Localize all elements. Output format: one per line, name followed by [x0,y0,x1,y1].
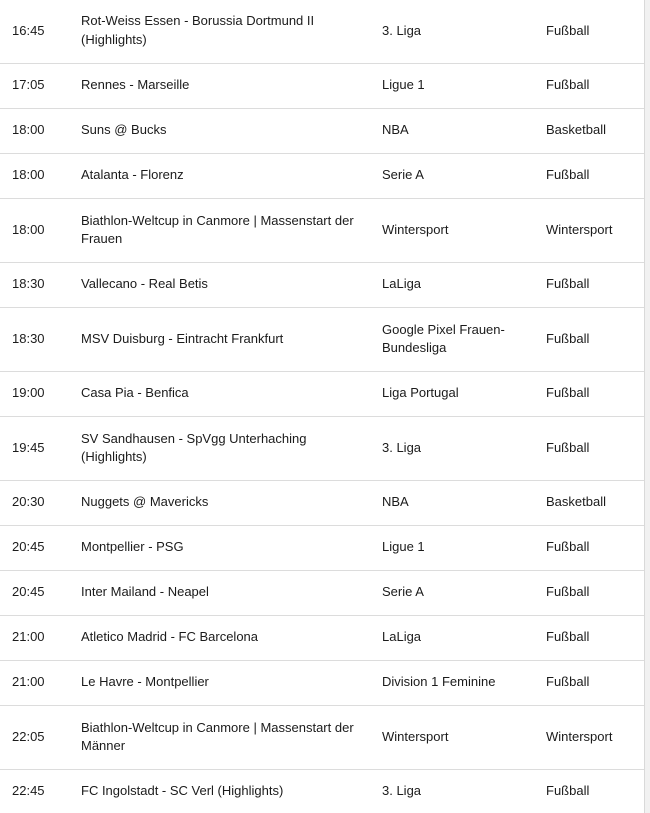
row-time: 17:05 [12,77,45,93]
schedule-row[interactable] [0,705,645,769]
row-time: 18:30 [12,276,45,292]
row-time: 20:45 [12,584,45,600]
row-sport: Basketball [546,122,606,138]
row-league: Google Pixel Frauen-Bundesliga [382,321,505,355]
row-event[interactable]: Vallecano - Real Betis [81,276,208,292]
schedule-row[interactable] [0,371,645,416]
row-time: 19:45 [12,439,45,455]
row-league: 3. Liga [382,439,422,455]
row-event[interactable]: SV Sandhausen - SpVgg Unterhaching (Highlights) [81,430,307,464]
schedule-row[interactable] [0,525,645,570]
row-league: NBA [382,122,409,138]
schedule-row[interactable] [0,660,645,705]
row-sport: Fußball [546,783,590,799]
row-sport: Fußball [546,439,590,455]
row-sport: Fußball [546,276,590,292]
row-event[interactable]: Biathlon-Weltcup in Canmore | Massenstart der Männer [81,719,354,753]
row-league: Wintersport [382,221,449,237]
row-sport: Fußball [546,629,590,645]
schedule-row[interactable] [0,198,645,262]
row-time: 18:00 [12,221,45,237]
row-league: Ligue 1 [382,77,425,93]
row-event[interactable]: Rot-Weiss Essen - Borussia Dortmund II (Highlights) [81,13,315,47]
row-time: 18:00 [12,122,45,138]
row-league: Liga Portugal [382,385,459,401]
schedule-row[interactable] [0,63,645,108]
schedule-row[interactable] [0,108,645,153]
row-time: 16:45 [12,22,45,38]
row-time: 20:45 [12,539,45,555]
row-event[interactable]: MSV Duisburg - Eintracht Frankfurt [81,330,284,346]
row-sport: Wintersport [546,221,613,237]
row-event[interactable]: Rennes - Marseille [81,77,190,93]
row-time: 21:00 [12,674,45,690]
row-sport: Fußball [546,330,590,346]
row-event[interactable]: Le Havre - Montpellier [81,674,209,690]
row-event[interactable]: Suns @ Bucks [81,122,167,138]
row-event[interactable]: Atletico Madrid - FC Barcelona [81,629,259,645]
schedule-row[interactable] [0,480,645,525]
row-sport: Fußball [546,22,590,38]
row-time: 18:30 [12,330,45,346]
schedule-row[interactable] [0,615,645,660]
row-time: 19:00 [12,385,45,401]
row-league: NBA [382,494,409,510]
row-event[interactable]: FC Ingolstadt - SC Verl (Highlights) [81,783,284,799]
row-sport: Fußball [546,77,590,93]
row-league: LaLiga [382,629,422,645]
schedule-row[interactable] [0,307,645,371]
schedule-row[interactable] [0,416,645,480]
row-sport: Fußball [546,674,590,690]
row-league: Ligue 1 [382,539,425,555]
row-sport: Basketball [546,494,606,510]
row-league: Serie A [382,167,424,183]
row-league: LaLiga [382,276,422,292]
row-event[interactable]: Casa Pia - Benfica [81,385,189,401]
row-sport: Wintersport [546,728,613,744]
row-sport: Fußball [546,584,590,600]
row-event[interactable]: Biathlon-Weltcup in Canmore | Massenstart der Frauen [81,212,354,246]
schedule-row[interactable] [0,570,645,615]
row-sport: Fußball [546,385,590,401]
row-league: 3. Liga [382,22,422,38]
schedule-row[interactable] [0,262,645,307]
row-time: 22:45 [12,783,45,799]
row-league: 3. Liga [382,783,422,799]
schedule-row[interactable] [0,769,645,813]
row-event[interactable]: Atalanta - Florenz [81,167,184,183]
schedule-row[interactable] [0,0,645,63]
row-event[interactable]: Inter Mailand - Neapel [81,584,209,600]
row-sport: Fußball [546,539,590,555]
row-event[interactable]: Nuggets @ Mavericks [81,494,209,510]
row-time: 18:00 [12,167,45,183]
row-time: 21:00 [12,629,45,645]
row-time: 20:30 [12,494,45,510]
row-sport: Fußball [546,167,590,183]
schedule-row[interactable] [0,153,645,198]
row-league: Division 1 Feminine [382,674,496,690]
row-league: Serie A [382,584,424,600]
row-league: Wintersport [382,728,449,744]
scrollbar[interactable] [645,0,650,813]
row-event[interactable]: Montpellier - PSG [81,539,184,555]
row-time: 22:05 [12,728,45,744]
